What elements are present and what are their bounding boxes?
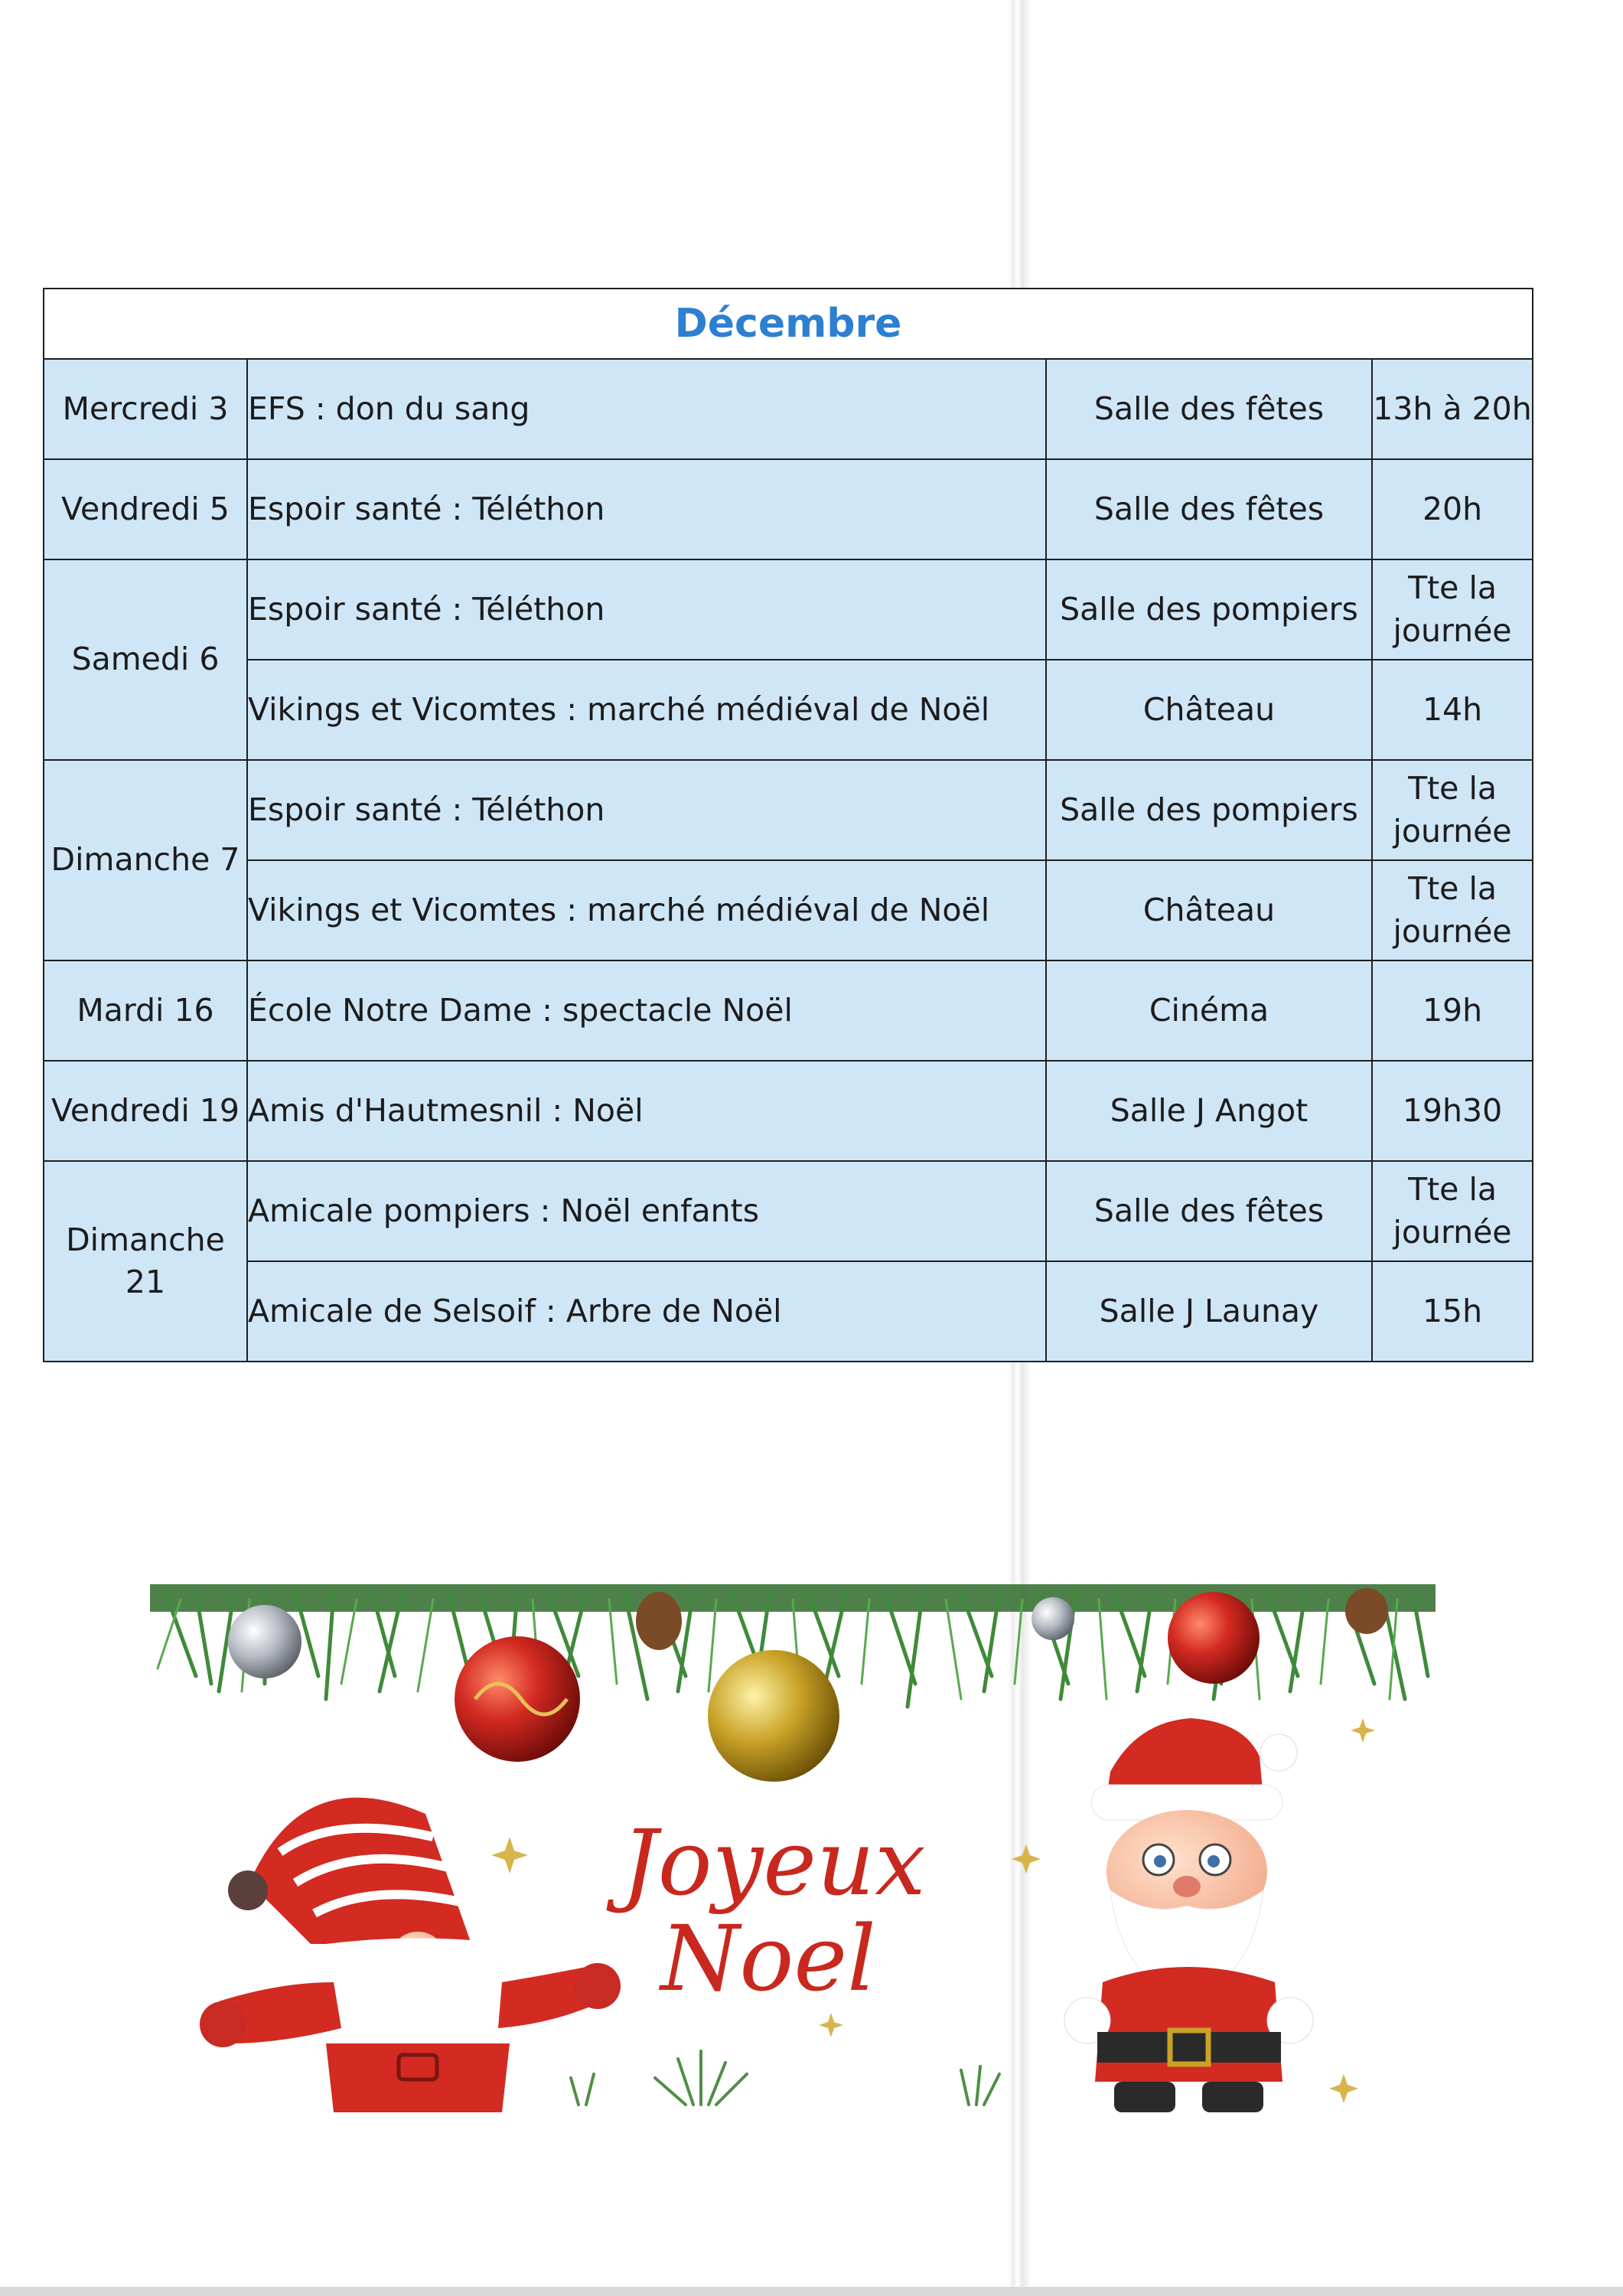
december-events-table bbox=[43, 288, 1533, 1362]
time-cell: 19h30 bbox=[1372, 1061, 1533, 1161]
place-cell: Salle des fêtes bbox=[1046, 459, 1372, 559]
table-row bbox=[44, 1061, 1533, 1161]
christmas-illustration bbox=[150, 1584, 1436, 2120]
table-row bbox=[44, 459, 1533, 559]
grass-tuft-icon bbox=[571, 2051, 999, 2105]
time-cell: 15h bbox=[1372, 1261, 1533, 1362]
place-cell: Château bbox=[1046, 660, 1372, 760]
event-cell: Espoir santé : Téléthon bbox=[247, 459, 1046, 559]
table-row bbox=[44, 960, 1533, 1061]
time-cell: 14h bbox=[1372, 660, 1533, 760]
month-title: Décembre bbox=[44, 289, 1533, 359]
table-row bbox=[44, 1161, 1533, 1261]
day-cell: Vendredi 5 bbox=[44, 459, 247, 559]
day-cell: Mercredi 3 bbox=[44, 359, 247, 459]
event-cell: Espoir santé : Téléthon bbox=[247, 559, 1046, 660]
event-cell: Vikings et Vicomtes : marché médiéval de Noël bbox=[247, 860, 1046, 960]
event-cell: Vikings et Vicomtes : marché médiéval de Noël bbox=[247, 660, 1046, 760]
greeting-noel: Noel bbox=[660, 1906, 876, 2011]
day-cell: Dimanche 21 bbox=[44, 1161, 247, 1362]
time-cell: Tte la journée bbox=[1372, 559, 1533, 660]
event-cell: Amis d'Hautmesnil : Noël bbox=[247, 1061, 1046, 1161]
greeting-joyeux: Joyeux bbox=[621, 1810, 926, 1916]
day-cell: Vendredi 19 bbox=[44, 1061, 247, 1161]
place-cell: Salle des fêtes bbox=[1046, 1161, 1372, 1261]
place-cell: Château bbox=[1046, 860, 1372, 960]
event-cell: Amicale de Selsoif : Arbre de Noël bbox=[247, 1261, 1046, 1362]
time-cell: 13h à 20h bbox=[1372, 359, 1533, 459]
day-cell: Dimanche 7 bbox=[44, 760, 247, 960]
santa-claus-icon bbox=[1064, 1718, 1313, 2112]
time-cell: 20h bbox=[1372, 459, 1533, 559]
table-row bbox=[44, 860, 1533, 960]
event-cell: École Notre Dame : spectacle Noël bbox=[247, 960, 1046, 1061]
place-cell: Salle J Angot bbox=[1046, 1061, 1372, 1161]
table-row bbox=[44, 760, 1533, 860]
time-cell: 19h bbox=[1372, 960, 1533, 1061]
event-cell: EFS : don du sang bbox=[247, 359, 1046, 459]
event-cell: Amicale pompiers : Noël enfants bbox=[247, 1161, 1046, 1261]
place-cell: Salle des fêtes bbox=[1046, 359, 1372, 459]
time-cell: Tte la journée bbox=[1372, 860, 1533, 960]
place-cell: Cinéma bbox=[1046, 960, 1372, 1061]
table-row bbox=[44, 660, 1533, 760]
table-row bbox=[44, 559, 1533, 660]
place-cell: Salle des pompiers bbox=[1046, 559, 1372, 660]
time-cell: Tte la journée bbox=[1372, 760, 1533, 860]
day-cell: Samedi 6 bbox=[44, 559, 247, 760]
table-row bbox=[44, 1261, 1533, 1362]
place-cell: Salle des pompiers bbox=[1046, 760, 1372, 860]
table-row bbox=[44, 359, 1533, 459]
day-cell: Mardi 16 bbox=[44, 960, 247, 1061]
time-cell: Tte la journée bbox=[1372, 1161, 1533, 1261]
place-cell: Salle J Launay bbox=[1046, 1261, 1372, 1362]
event-cell: Espoir santé : Téléthon bbox=[247, 760, 1046, 860]
gnome-icon bbox=[200, 1798, 621, 2112]
page-bottom-edge bbox=[0, 2287, 1623, 2296]
